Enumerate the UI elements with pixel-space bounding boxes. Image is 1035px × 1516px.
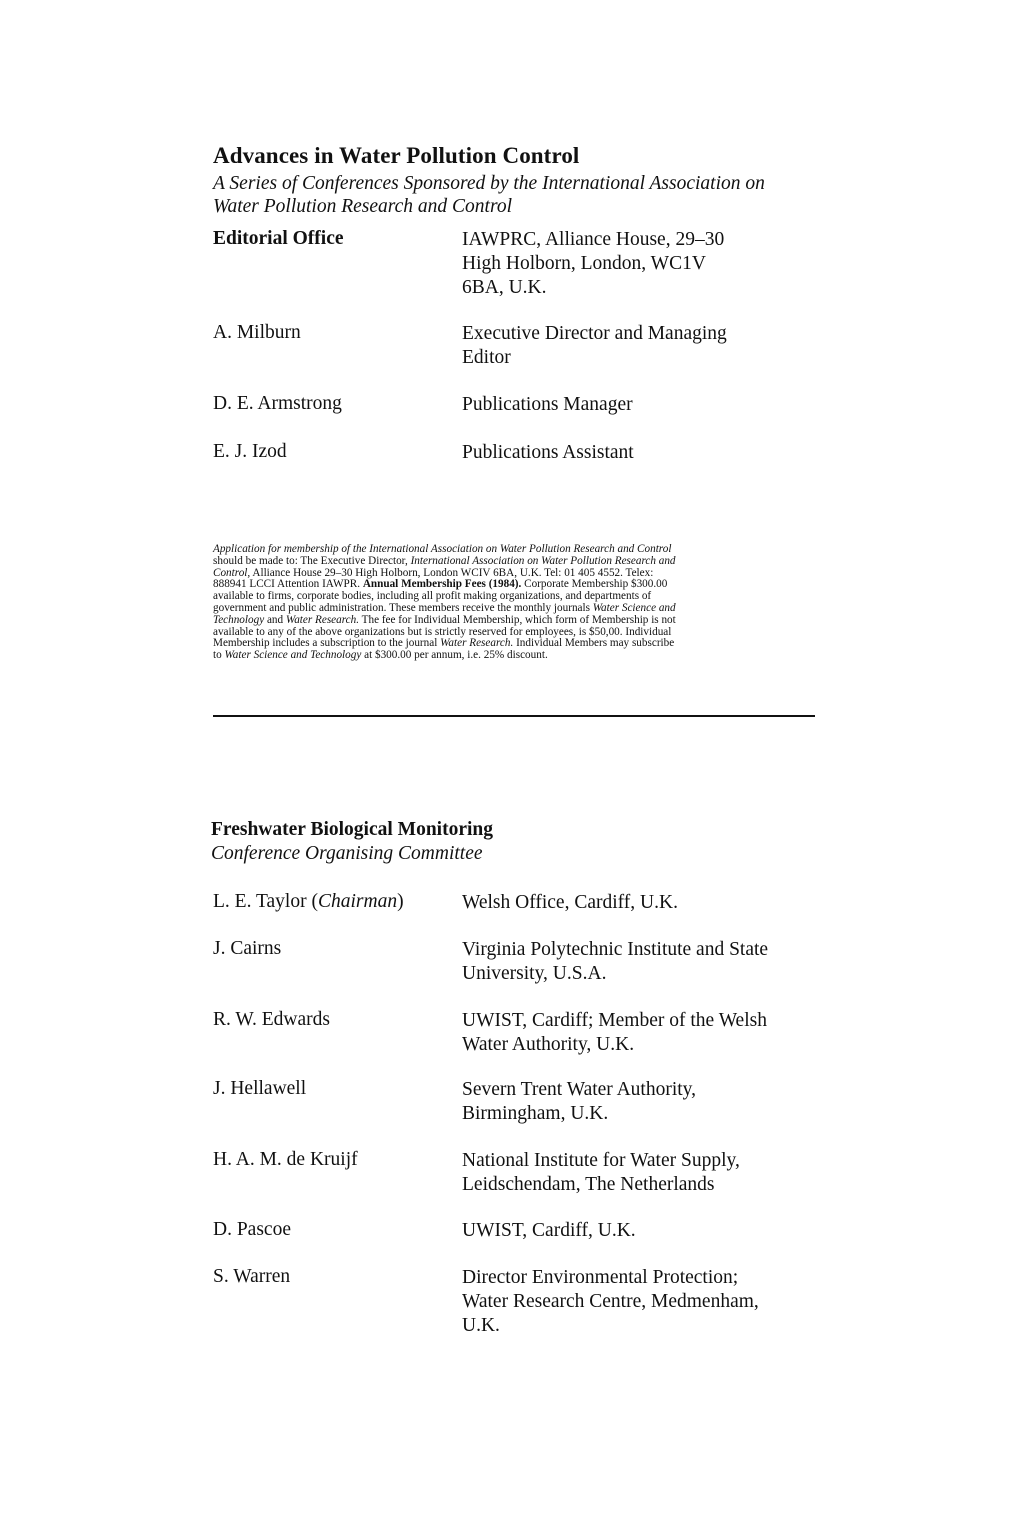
para-text: 888941 LCCI Attention IAWPR. <box>213 578 363 591</box>
conference-title: Freshwater Biological Monitoring <box>211 819 493 840</box>
membership-paragraph <box>213 544 813 662</box>
para-text: Water Science and <box>592 601 676 614</box>
staff-name: E. J. Izod <box>213 441 287 462</box>
section-divider <box>213 715 815 717</box>
series-subtitle-line: Water Pollution Research and Control <box>213 196 512 217</box>
committee-member-affiliation <box>462 1009 832 1057</box>
affiliation-line: Director Environmental Protection; <box>462 1267 739 1288</box>
committee-member-affiliation <box>462 1078 832 1126</box>
affiliation-line: Virginia Polytechnic Institute and State <box>462 939 769 960</box>
affiliation-line: UWIST, Cardiff, U.K. <box>462 1220 636 1241</box>
editorial-office-address <box>462 228 832 300</box>
affiliation-line: Welsh Office, Cardiff, U.K. <box>462 892 678 913</box>
para-text: Control, <box>213 566 251 579</box>
para-text: to <box>213 649 225 662</box>
committee-member-name: H. A. M. de Kruijf <box>213 1149 358 1170</box>
committee-member-affiliation <box>462 891 832 915</box>
address-line: IAWPRC, Alliance House, 29–30 <box>462 229 725 250</box>
staff-role <box>462 322 832 370</box>
para-text: The fee for Individual Membership, which form of Membership is not <box>359 613 676 626</box>
role-line: Executive Director and Managing <box>462 323 727 344</box>
committee-member-affiliation <box>462 938 832 986</box>
para-text: Alliance House 29–30 High Holborn, London WCIV 6BA, U.K. Tel: 01 405 4552. Telex: <box>250 566 654 579</box>
committee-member-affiliation <box>462 1149 832 1197</box>
role-line: Publications Manager <box>462 394 633 415</box>
para-text: Membership includes a subscription to the journal <box>213 637 441 650</box>
committee-member-name: S. Warren <box>213 1266 291 1287</box>
affiliation-line: Severn Trent Water Authority, <box>462 1079 697 1100</box>
committee-member-name: J. Hellawell <box>213 1078 307 1099</box>
committee-member-affiliation <box>462 1219 832 1243</box>
para-text: Individual Members may subscribe <box>513 637 675 650</box>
para-text: available to firms, corporate bodies, including all profit making organizations, and departments of <box>213 590 652 603</box>
annual-fees-heading: Annual Membership Fees (1984). <box>362 578 522 591</box>
affiliation-line: UWIST, Cardiff; Member of the Welsh <box>462 1010 767 1031</box>
para-text: International Association on Water Pollution Research and <box>410 554 676 567</box>
staff-name: D. E. Armstrong <box>213 393 342 414</box>
affiliation-line: Water Research Centre, Medmenham, <box>462 1291 759 1312</box>
affiliation-line: Birmingham, U.K. <box>462 1103 609 1124</box>
member-name: L. E. Taylor ( <box>213 891 318 912</box>
para-text: should be made to: The Executive Director, <box>213 554 411 567</box>
para-text: Corporate Membership $300.00 <box>521 578 668 591</box>
staff-name: A. Milburn <box>213 322 301 343</box>
para-text: Application for membership of the International Association on Water Pollution Research and Control <box>213 543 672 555</box>
editorial-office-label: Editorial Office <box>213 228 344 249</box>
affiliation-line: University, U.S.A. <box>462 963 607 984</box>
affiliation-line: Water Authority, U.K. <box>462 1034 635 1055</box>
member-role: Chairman <box>317 891 398 912</box>
para-text: Water Research. <box>440 637 514 650</box>
para-text: Water Research. <box>285 613 360 626</box>
member-name-end: ) <box>397 891 404 912</box>
affiliation-line: Leidschendam, The Netherlands <box>462 1174 715 1195</box>
affiliation-line: U.K. <box>462 1315 500 1336</box>
para-text: at $300.00 per annum, i.e. 25% discount. <box>361 649 548 662</box>
address-line: 6BA, U.K. <box>462 277 547 298</box>
role-line: Editor <box>462 347 511 368</box>
staff-role <box>462 393 832 417</box>
para-text: available to any of the above organizations but is strictly reserved for employees, is $50,00. Individual <box>213 625 672 638</box>
para-text: and <box>264 613 286 626</box>
committee-member-name: J. Cairns <box>213 938 282 959</box>
series-subtitle <box>213 172 833 218</box>
para-text: government and public administration. These members receive the monthly journals <box>213 601 593 614</box>
role-line: Publications Assistant <box>462 442 634 463</box>
address-line: High Holborn, London, WC1V <box>462 253 706 274</box>
committee-member-name: R. W. Edwards <box>213 1009 330 1030</box>
committee-member-name: D. Pascoe <box>213 1219 291 1240</box>
committee-member-name <box>213 891 404 913</box>
series-title: Advances in Water Pollution Control <box>213 143 580 168</box>
para-text: Water Science and Technology <box>224 649 362 662</box>
para-text: Technology <box>213 613 265 626</box>
staff-role <box>462 441 832 465</box>
affiliation-line: National Institute for Water Supply, <box>462 1150 740 1171</box>
committee-member-affiliation <box>462 1266 832 1338</box>
conference-subtitle: Conference Organising Committee <box>211 843 483 864</box>
series-subtitle-line: A Series of Conferences Sponsored by the International Association on <box>213 173 765 194</box>
